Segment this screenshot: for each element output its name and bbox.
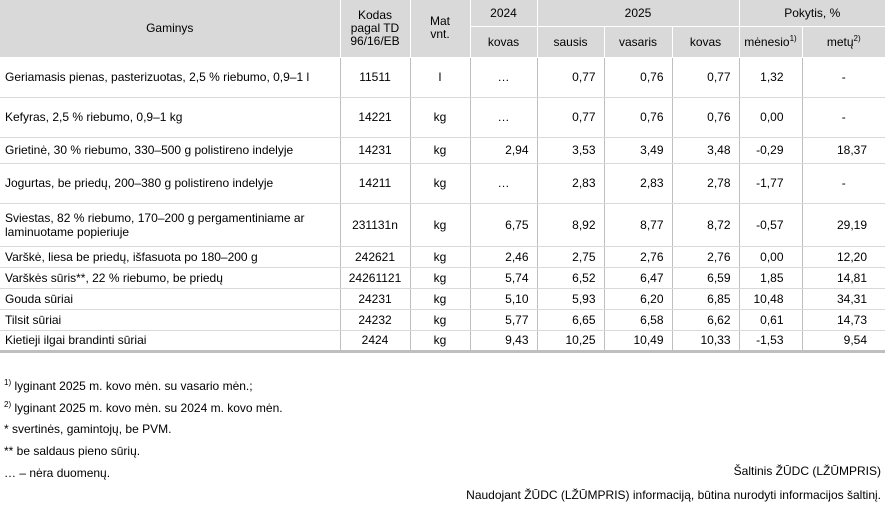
table-row <box>0 246 885 267</box>
price-february-cell: 2,76 <box>604 246 672 267</box>
price-january-cell: 10,25 <box>537 330 604 351</box>
price-march-cell: 10,33 <box>672 330 739 351</box>
price-2024-march-cell: … <box>470 97 537 137</box>
price-february-cell: 2,83 <box>604 163 672 203</box>
price-january-cell: 3,53 <box>537 137 604 163</box>
table-row <box>0 163 885 203</box>
price-march-cell: 6,85 <box>672 288 739 309</box>
product-code-cell: 242621 <box>340 246 410 267</box>
price-march-cell: 8,72 <box>672 203 739 246</box>
header-unit: Mat vnt. <box>410 0 470 57</box>
change-month-cell: -1,77 <box>739 163 802 203</box>
product-code-cell: 2424 <box>340 330 410 351</box>
change-month-cell: 10,48 <box>739 288 802 309</box>
price-march-cell: 2,78 <box>672 163 739 203</box>
price-2024-march-cell: … <box>470 163 537 203</box>
change-year-cell: 9,54 <box>802 330 885 351</box>
table-row <box>0 97 885 137</box>
unit-cell: kg <box>410 203 470 246</box>
footnote-5: … – nėra duomenų. <box>4 466 111 480</box>
price-march-cell: 3,48 <box>672 137 739 163</box>
change-year-cell: 29,19 <box>802 203 885 246</box>
change-year-cell: 18,37 <box>802 137 885 163</box>
product-name-cell: Varškės sūris**, 22 % riebumo, be priedų <box>0 267 340 288</box>
header-month-january: sausis <box>537 26 604 57</box>
product-code-cell: 14231 <box>340 137 410 163</box>
table-row <box>0 330 885 351</box>
price-february-cell: 8,77 <box>604 203 672 246</box>
price-january-cell: 0,77 <box>537 57 604 97</box>
price-2024-march-cell: 2,46 <box>470 246 537 267</box>
price-january-cell: 8,92 <box>537 203 604 246</box>
product-code-cell: 14221 <box>340 97 410 137</box>
change-year-cell: - <box>802 97 885 137</box>
price-january-cell: 2,75 <box>537 246 604 267</box>
price-march-cell: 2,76 <box>672 246 739 267</box>
price-2024-march-cell: 5,74 <box>470 267 537 288</box>
change-month-cell: 1,32 <box>739 57 802 97</box>
table-row <box>0 203 885 246</box>
price-january-cell: 6,65 <box>537 309 604 330</box>
unit-cell: kg <box>410 246 470 267</box>
header-year-2024: 2024 <box>470 0 537 26</box>
source-notice: Naudojant ŽŪDC (LŽŪMPRIS) informaciją, būtina nurodyti informacijos šaltinį. <box>466 488 881 502</box>
price-february-cell: 10,49 <box>604 330 672 351</box>
price-february-cell: 3,49 <box>604 137 672 163</box>
footnote-3: * svertinės, gamintojų, be PVM. <box>4 422 172 436</box>
price-2024-march-cell: 6,75 <box>470 203 537 246</box>
table-row <box>0 309 885 330</box>
header-change-year: metų$^{2)}$ <box>802 26 885 57</box>
product-code-cell: 24232 <box>340 309 410 330</box>
change-month-cell: 1,85 <box>739 267 802 288</box>
unit-cell: kg <box>410 267 470 288</box>
table-row <box>0 137 885 163</box>
unit-cell: kg <box>410 97 470 137</box>
footnote-4: ** be saldaus pieno sūrių. <box>4 444 141 458</box>
unit-cell: kg <box>410 288 470 309</box>
change-year-cell: 14,81 <box>802 267 885 288</box>
product-code-cell: 24261121 <box>340 267 410 288</box>
unit-cell: kg <box>410 309 470 330</box>
product-code-cell: 11511 <box>340 57 410 97</box>
product-name-cell: Tilsit sūriai <box>0 309 340 330</box>
change-year-cell: 34,31 <box>802 288 885 309</box>
table-row <box>0 267 885 288</box>
price-february-cell: 6,20 <box>604 288 672 309</box>
header-month-march: kovas <box>672 26 739 57</box>
price-2024-march-cell: … <box>470 57 537 97</box>
change-month-cell: -0,57 <box>739 203 802 246</box>
change-month-cell: 0,00 <box>739 97 802 137</box>
product-name-cell: Kietieji ilgai brandinti sūriai <box>0 330 340 351</box>
product-name-cell: Geriamasis pienas, pasterizuotas, 2,5 % riebumo, 0,9–1 l <box>0 57 340 97</box>
footnote-2: $^{2)}$ lyginant 2025 m. kovo mėn. su 2024 m. kovo mėn. <box>4 400 283 415</box>
table-row <box>0 288 885 309</box>
product-code-cell: 24231 <box>340 288 410 309</box>
price-march-cell: 0,76 <box>672 97 739 137</box>
product-name-cell: Kefyras, 2,5 % riebumo, 0,9–1 kg <box>0 97 340 137</box>
header-month-february: vasaris <box>604 26 672 57</box>
header-product: Gaminys <box>0 0 340 57</box>
price-february-cell: 6,47 <box>604 267 672 288</box>
footnote-1: $^{1)}$ lyginant 2025 m. kovo mėn. su vasario mėn.; <box>4 378 253 393</box>
unit-cell: kg <box>410 163 470 203</box>
price-january-cell: 6,52 <box>537 267 604 288</box>
price-february-cell: 0,76 <box>604 97 672 137</box>
unit-cell: kg <box>410 137 470 163</box>
product-code-cell: 14211 <box>340 163 410 203</box>
product-name-cell: Jogurtas, be priedų, 200–380 g polistireno indelyje <box>0 163 340 203</box>
product-code-cell: 231131n <box>340 203 410 246</box>
header-change-month: mėnesio$^{1)}$ <box>739 26 802 57</box>
product-name-cell: Sviestas, 82 % riebumo, 170–200 g pergamentiniame ar laminuotame popieriuje <box>0 203 340 246</box>
product-name-cell: Gouda sūriai <box>0 288 340 309</box>
unit-cell: kg <box>410 330 470 351</box>
price-march-cell: 6,59 <box>672 267 739 288</box>
change-month-cell: 0,00 <box>739 246 802 267</box>
price-january-cell: 2,83 <box>537 163 604 203</box>
header-year-2025: 2025 <box>537 0 739 26</box>
header-change: Pokytis, % <box>739 0 885 26</box>
unit-cell: l <box>410 57 470 97</box>
header-code: Kodas pagal TD 96/16/EB <box>340 0 410 57</box>
price-2024-march-cell: 5,77 <box>470 309 537 330</box>
price-february-cell: 6,58 <box>604 309 672 330</box>
product-name-cell: Varškė, liesa be priedų, išfasuota po 180–200 g <box>0 246 340 267</box>
price-march-cell: 0,77 <box>672 57 739 97</box>
header-month-2024-march: kovas <box>470 26 537 57</box>
source-label: Šaltinis ŽŪDC (LŽŪMPRIS) <box>733 464 881 478</box>
change-year-cell: 14,73 <box>802 309 885 330</box>
change-month-cell: 0,61 <box>739 309 802 330</box>
change-year-cell: - <box>802 57 885 97</box>
table-header <box>0 0 885 57</box>
price-january-cell: 0,77 <box>537 97 604 137</box>
change-month-cell: -0,29 <box>739 137 802 163</box>
price-february-cell: 0,76 <box>604 57 672 97</box>
price-2024-march-cell: 5,10 <box>470 288 537 309</box>
product-name-cell: Grietinė, 30 % riebumo, 330–500 g polistireno indelyje <box>0 137 340 163</box>
table-body <box>0 57 885 351</box>
table-row <box>0 57 885 97</box>
change-month-cell: -1,53 <box>739 330 802 351</box>
change-year-cell: 12,20 <box>802 246 885 267</box>
price-january-cell: 5,93 <box>537 288 604 309</box>
change-year-cell: - <box>802 163 885 203</box>
price-2024-march-cell: 2,94 <box>470 137 537 163</box>
price-march-cell: 6,62 <box>672 309 739 330</box>
price-2024-march-cell: 9,43 <box>470 330 537 351</box>
